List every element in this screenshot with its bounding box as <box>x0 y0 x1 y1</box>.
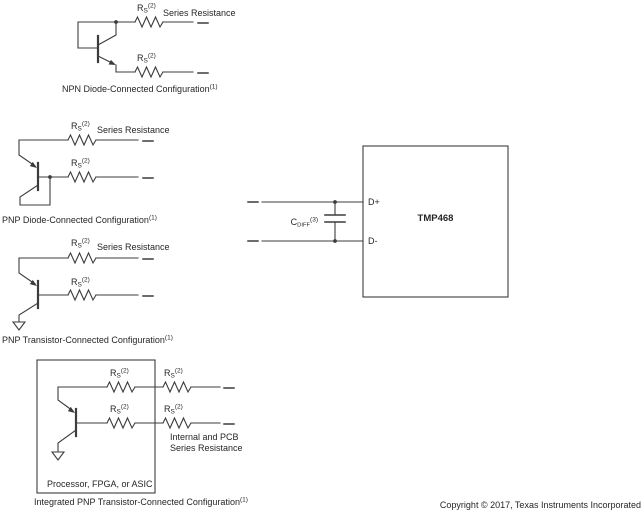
resistor <box>68 135 96 145</box>
pnp-transistor-circuit <box>13 253 153 330</box>
wires <box>78 22 193 72</box>
npn-diode-caption <box>62 84 218 94</box>
rs-label <box>110 368 129 378</box>
resistor <box>107 418 135 428</box>
processor-box <box>37 360 155 493</box>
resistor <box>163 418 191 428</box>
label-sup: (2) <box>81 120 90 128</box>
rs-label <box>71 277 90 287</box>
label-sup: (2) <box>174 367 183 375</box>
break-dash <box>143 259 153 296</box>
resistor <box>68 172 96 182</box>
series-resistance-label: Series Resistance <box>97 125 170 135</box>
label-text: R <box>164 368 171 378</box>
caption-text: NPN Diode-Connected Configuration <box>62 84 210 94</box>
label-sub: S <box>116 372 121 380</box>
resistor <box>135 17 163 27</box>
internal-pcb-label <box>170 432 243 453</box>
pnp-diode-caption <box>2 215 157 225</box>
caption-sup: (1) <box>239 496 248 504</box>
label-sub: S <box>77 162 82 170</box>
caption-sup: (1) <box>164 334 173 342</box>
junction-dot <box>333 239 337 243</box>
rs-label <box>164 368 183 378</box>
resistor <box>163 382 191 392</box>
label-text: R <box>137 53 144 63</box>
capacitor-plates <box>325 215 345 222</box>
label-text: R <box>110 404 117 414</box>
label-sub: S <box>170 372 175 380</box>
break-dash <box>248 202 258 241</box>
label-sup: (2) <box>81 276 90 284</box>
caption-text: PNP Diode-Connected Configuration <box>2 215 149 225</box>
pin-label-dminus: D- <box>368 236 378 246</box>
break-dash <box>198 23 208 73</box>
label-text: R <box>137 3 144 13</box>
label-text: R <box>71 158 78 168</box>
label-sub: S <box>77 281 82 289</box>
label-text: C <box>290 217 298 227</box>
cdiff-label <box>270 217 318 227</box>
label-sup: (2) <box>174 403 183 411</box>
break-dash <box>224 388 234 424</box>
label-text: R <box>71 121 78 131</box>
label-line1: Internal and PCB <box>170 432 239 442</box>
label-sup: (2) <box>81 237 90 245</box>
wires <box>19 140 138 205</box>
rs-label <box>71 238 90 248</box>
rs-label <box>71 158 90 168</box>
junction-dot <box>333 200 337 204</box>
processor-box-label: Processor, FPGA, or ASIC <box>47 479 153 489</box>
label-sup: (2) <box>81 157 90 165</box>
wires <box>19 258 138 322</box>
caption-text: Integrated PNP Transistor-Connected Configuration <box>34 497 240 507</box>
label-sub: S <box>116 408 121 416</box>
emitter-arrow-icon <box>109 60 116 65</box>
copyright-text: Copyright © 2017, Texas Instruments Incorporated <box>439 500 641 510</box>
label-text: R <box>71 238 78 248</box>
ground-icon <box>52 452 64 460</box>
resistor <box>68 253 96 263</box>
pnp-diode-circuit <box>19 135 153 205</box>
break-dash <box>143 141 153 178</box>
label-sub: S <box>170 408 175 416</box>
label-text: R <box>71 277 78 287</box>
npn-diode-circuit <box>78 17 208 77</box>
pnp-transistor-caption <box>2 335 173 345</box>
series-resistance-label: Series Resistance <box>163 8 236 18</box>
resistor <box>135 67 163 77</box>
ground-icon <box>13 322 25 330</box>
label-text: R <box>110 368 117 378</box>
label-sup: (2) <box>120 367 129 375</box>
integrated-pnp-caption <box>34 497 248 507</box>
device-name: TMP468 <box>417 213 454 224</box>
rs-label <box>137 3 156 13</box>
resistor <box>107 382 135 392</box>
caption-sup: (1) <box>209 83 218 91</box>
label-sup: (2) <box>120 403 129 411</box>
pin-label-dplus: D+ <box>368 197 380 207</box>
rs-label <box>71 121 90 131</box>
label-text: R <box>164 404 171 414</box>
caption-sup: (1) <box>148 214 157 222</box>
series-resistance-label: Series Resistance <box>97 242 170 252</box>
resistor <box>68 290 96 300</box>
label-sub: S <box>143 7 148 15</box>
junction-dot <box>48 175 52 179</box>
junction-dot <box>114 20 118 24</box>
rs-label <box>137 53 156 63</box>
integrated-pnp-circuit <box>37 360 234 493</box>
rs-label <box>164 404 183 414</box>
label-sup: (3) <box>310 216 318 224</box>
label-sub: DIFF <box>297 222 311 229</box>
rs-label <box>110 404 129 414</box>
caption-text: PNP Transistor-Connected Configuration <box>2 335 165 345</box>
label-sub: S <box>77 125 82 133</box>
label-sup: (2) <box>147 2 156 10</box>
label-sub: S <box>143 57 148 65</box>
label-line2: Series Resistance <box>170 442 243 453</box>
label-sub: S <box>77 242 82 250</box>
label-sup: (2) <box>147 52 156 60</box>
